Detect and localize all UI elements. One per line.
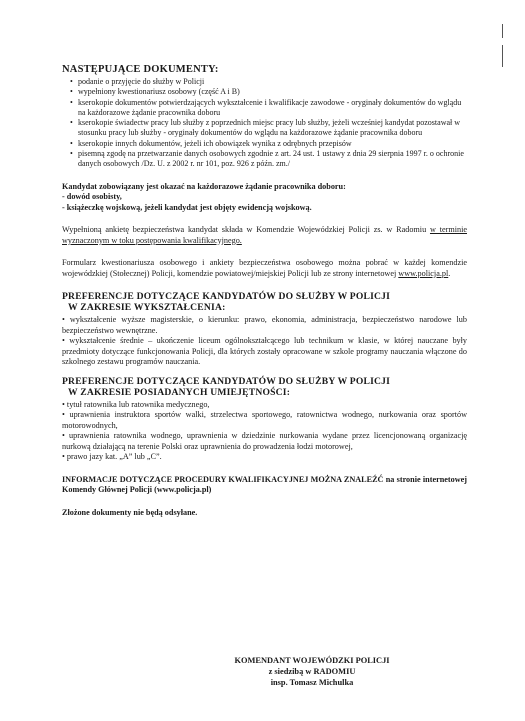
skills-item: • tytuł ratownika lub ratownika medycznego, [62,399,210,409]
list-item: • wypełniony kwestionariusz osobowy (część A i B) [72,87,467,97]
document-content [62,64,467,518]
obligation-item-military: - książeczkę wojskową, jeżeli kandydat jest objęty ewidencją wojskową. [62,202,312,212]
signature-seat: z siedzibą w RADOMIU [268,666,356,676]
scan-mark [502,24,503,38]
signature-name: insp. Tomasz Michulka [270,677,354,687]
list-item: • kserokopie dokumentów potwierdzających wykształcenie i kwalifikacje zawodowe - oryginały dokumentów do wglądu na każdorazowe żądanie pracownika doboru [72,98,467,119]
obligation-item-id: - dowód osobisty, [62,192,122,202]
obligation-intro: Kandydat zobowiązany jest okazać na każdorazowe żądanie pracownika doboru: [62,181,346,191]
info-paragraph: INFORMACJE DOTYCZĄCE PROCEDURY KWALIFIKACYJNEJ MOŻNA ZNALEŹĆ na stronie internetowej Komendy Głównej Policji (www.policja.pl) [62,474,467,495]
documents-list [62,77,467,170]
list-item: • kserokopie innych dokumentów, jeżeli ich obowiązek wynika z odrębnych przepisów [72,139,467,149]
list-item: • kserokopie świadectw pracy lub służby z poprzednich miejsc pracy lub służby, jeżeli wcześniej kandydat pozostawał w stosunku pracy lub służby - oryginały dokumentów do wglądu na każdorazowe żądanie pracownika doboru [72,118,467,139]
skills-heading-sub: W ZAKRESIE POSIADANYCH UMIEJĘTNOŚCI: [68,386,291,398]
signature-title: KOMENDANT WOJEWÓDZKI POLICJI [234,656,390,665]
education-item: • wykształcenie średnie – ukończenie liceum ogólnokształcącego lub technikum w klasie, w której nauczane były przedmioty dotyczące funkcjonowania Policji, dla których zostały opracowane w szkole programy nauczania włączone do szkolnego zestawu programów nauczania. [62,336,467,367]
policja-link[interactable]: www.policja.pl [398,268,449,278]
list-item: • podanie o przyjęcie do służby w Policji [72,77,467,87]
skills-item: • uprawnienia instruktora sportów walki, strzelectwa sportowego, ratownictwa wodnego, nurkowania oraz sportów motorowodnych, [62,410,467,430]
signature-block [212,656,412,688]
scan-mark [502,45,503,67]
education-heading: PREFERENCJE DOTYCZĄCE KANDYDATÓW DO SŁUŻBY W POLICJI [62,291,391,303]
documents-heading: NASTĘPUJĄCE DOKUMENTY: [62,64,219,75]
skills-item: • uprawnienia ratownika wodnego, uprawnienia w dziedzinie nurkowania wydane przez licencjonowaną organizację nurkową działającą na terenie Polski oraz uprawnienia do prowadzenia łodzi motorowej, [62,431,467,451]
education-heading-sub: W ZAKRESIE WYKSZTAŁCENIA: [68,302,226,314]
skills-item: • prawo jazy kat. „A” lub „C”. [62,452,162,462]
list-item: • pisemną zgodę na przetwarzanie danych osobowych zgodnie z art. 24 ust. 1 ustawy z dnia 29 sierpnia 1997 r. o ochronie danych osobowych /Dz. U. z 2002 r. nr 101, poz. 926 z późn. zm./ [72,149,467,170]
education-item: • wykształcenie wyższe magisterskie, o kierunku: prawo, ekonomia, administracja, bezpieczeństwo narodowe lub bezpieczeństwo wewnętrzne. [62,315,467,335]
survey-paragraph: Wypełnioną ankietę bezpieczeństwa kandydat składa w Komendzie Wojewódzkiej Policji zs. w Radomiu w terminie wyznaczonym w toku postępowania kwalifikacyjnego. [62,225,467,245]
survey-deadline: w terminie wyznaczonym w toku postępowania kwalifikacyjnego. [62,225,467,245]
skills-heading: PREFERENCJE DOTYCZĄCE KANDYDATÓW DO SŁUŻBY W POLICJI [62,375,391,387]
forms-paragraph: Formularz kwestionariusza osobowego i ankiety bezpieczeństwa osobowego można pobrać w każdej komendzie wojewódzkiej (Stołecznej) Policji, komendzie powiatowej/miejskiej Policji lub ze strony internetowej www.policja.pl. [62,258,467,278]
not-returned-note: Złożone dokumenty nie będą odsyłane. [62,507,198,517]
